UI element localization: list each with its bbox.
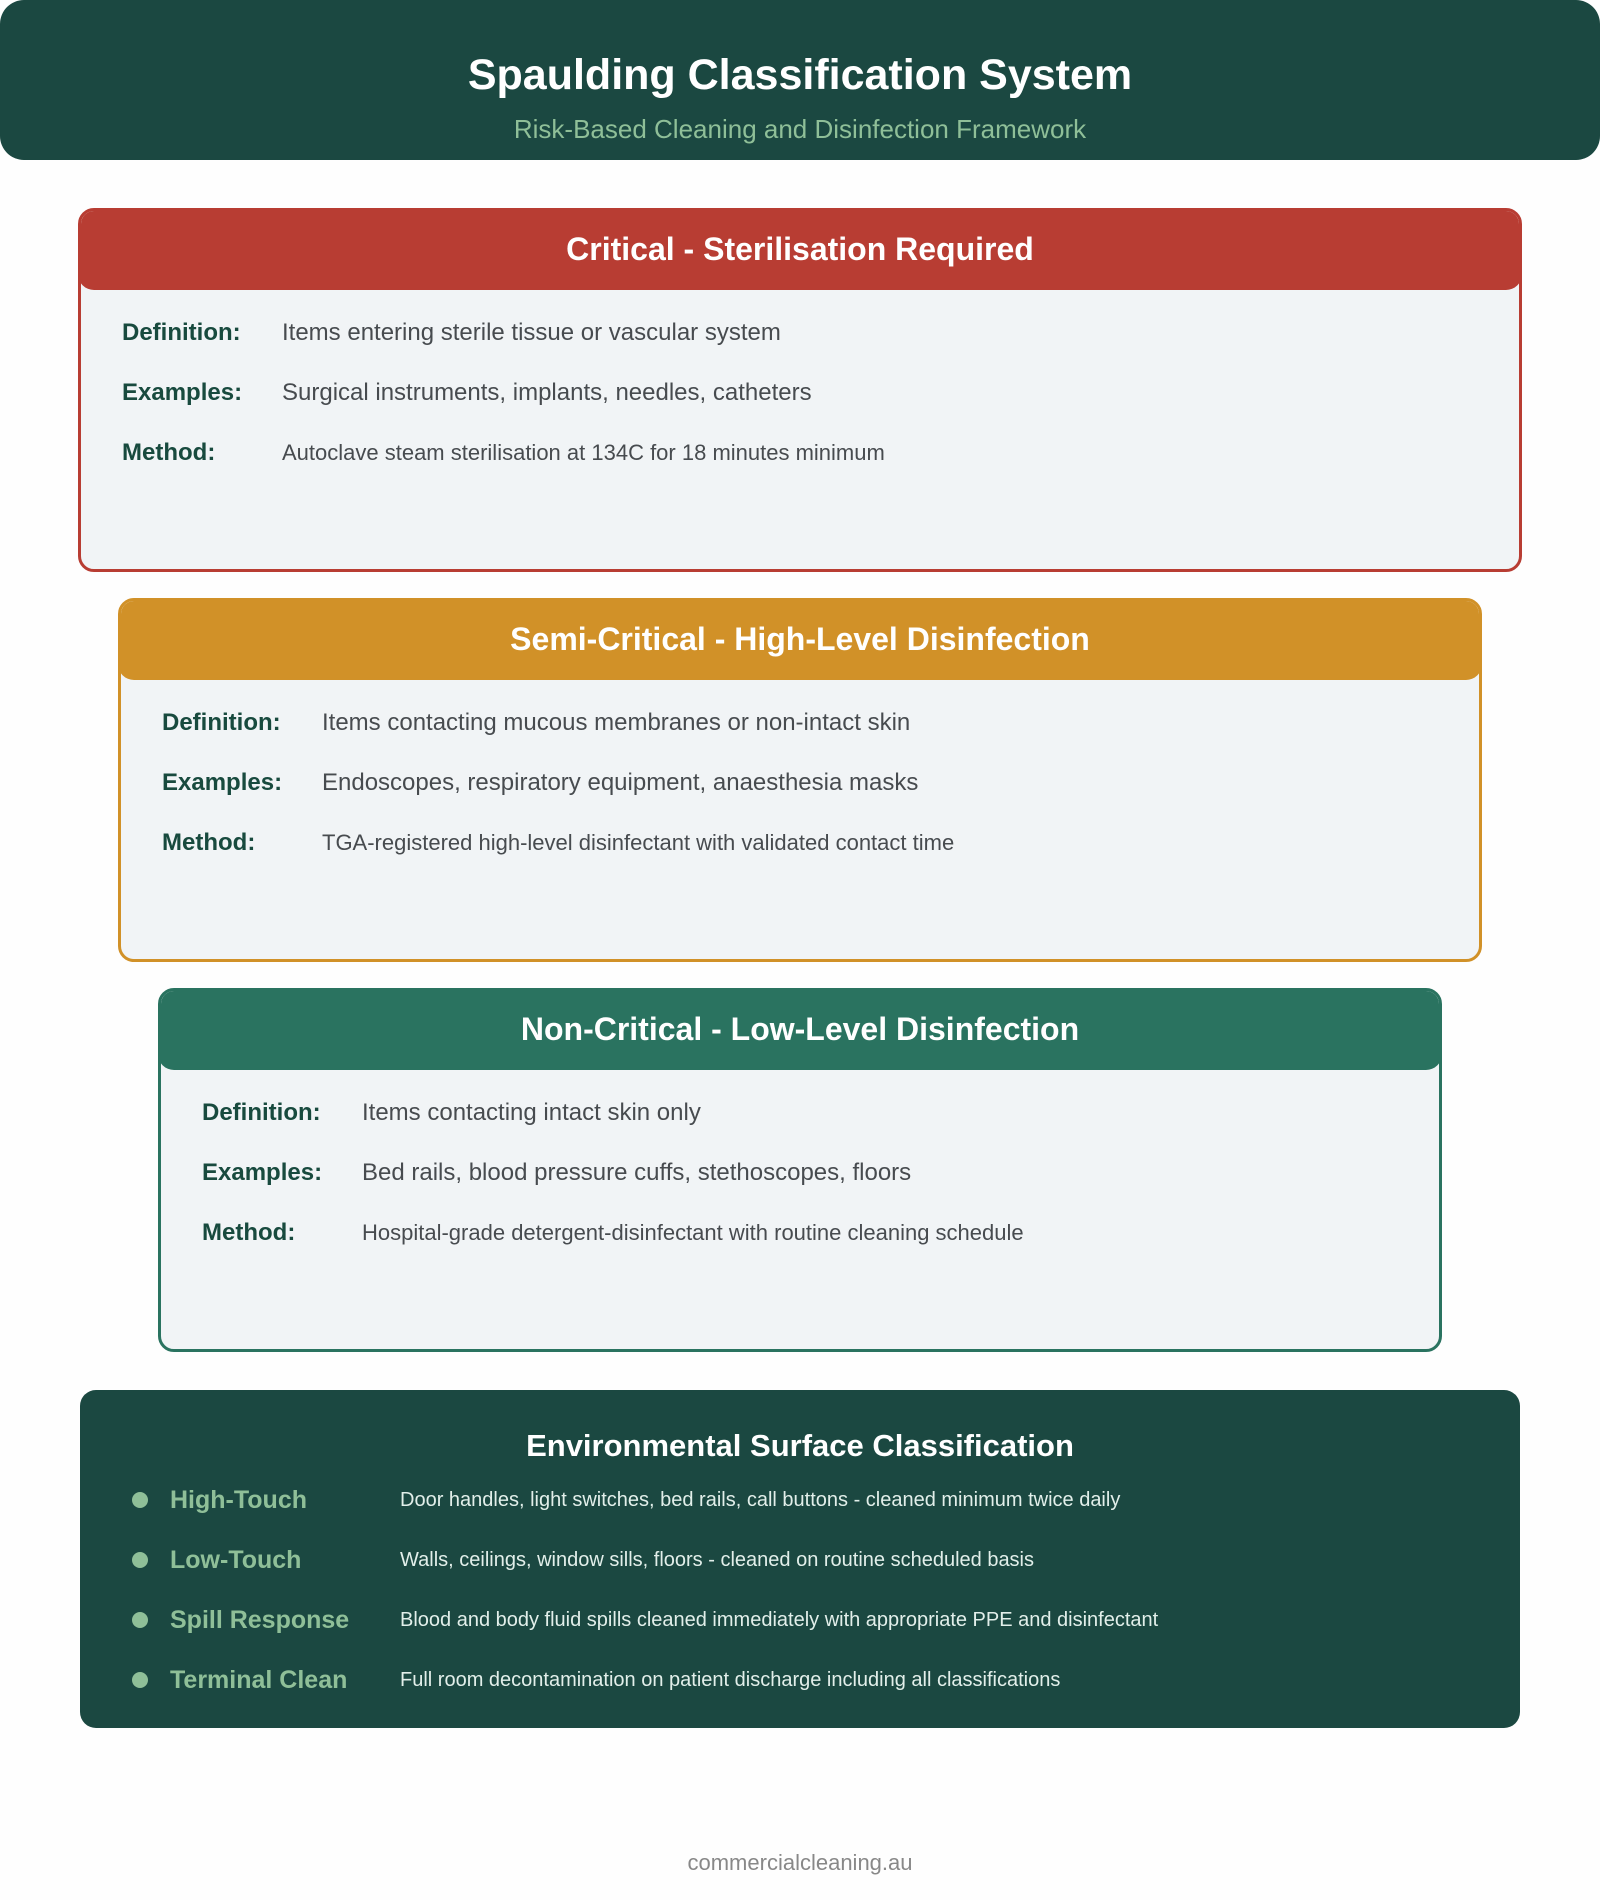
method-value: Autoclave steam sterilisation at 134C for 18 minutes minimum xyxy=(282,440,885,465)
definition-row xyxy=(202,1093,701,1133)
tier-card-critical xyxy=(78,208,1522,572)
item-description: Walls, ceilings, window sills, floors - cleaned on routine scheduled basis xyxy=(400,1548,1035,1571)
definition-value: Items entering sterile tissue or vascular system xyxy=(282,319,781,346)
item-description: Blood and body fluid spills cleaned immediately with appropriate PPE and disinfectant xyxy=(400,1608,1159,1631)
item-label: High-Touch xyxy=(170,1485,307,1514)
examples-value: Bed rails, blood pressure cuffs, stethoscopes, floors xyxy=(362,1159,912,1186)
tier-title: Non-Critical - Low-Level Disinfection xyxy=(158,988,1442,1070)
item-label: Low-Touch xyxy=(170,1545,302,1574)
examples-label: Examples: xyxy=(122,379,243,406)
examples-value: Endoscopes, respiratory equipment, anaesthesia masks xyxy=(322,769,919,796)
method-value: Hospital-grade detergent-disinfectant with routine cleaning schedule xyxy=(362,1220,1024,1245)
footer-source: commercialcleaning.au xyxy=(687,1850,913,1875)
definition-label: Definition: xyxy=(162,709,281,736)
examples-value: Surgical instruments, implants, needles, catheters xyxy=(282,379,812,406)
item-description: Door handles, light switches, bed rails, call buttons - cleaned minimum twice daily xyxy=(400,1488,1121,1511)
page-subtitle: Risk-Based Cleaning and Disinfection Framework xyxy=(513,114,1087,144)
environmental-surface-panel xyxy=(80,1390,1520,1728)
definition-value: Items contacting intact skin only xyxy=(362,1099,701,1126)
examples-label: Examples: xyxy=(202,1159,323,1186)
method-label: Method: xyxy=(202,1219,296,1246)
examples-row xyxy=(162,763,918,803)
tier-card-semi-critical xyxy=(118,598,1482,962)
method-value: TGA-registered high-level disinfectant with validated contact time xyxy=(322,830,955,855)
examples-row xyxy=(202,1153,911,1193)
list-item xyxy=(80,1660,1520,1700)
list-item xyxy=(80,1480,1520,1520)
list-item xyxy=(80,1600,1520,1640)
tier-card-non-critical xyxy=(158,988,1442,1352)
bullet-dot-icon xyxy=(132,1552,148,1568)
bullet-dot-icon xyxy=(132,1612,148,1628)
method-label: Method: xyxy=(122,439,216,466)
tier-title: Critical - Sterilisation Required xyxy=(78,208,1522,290)
bullet-dot-icon xyxy=(132,1492,148,1508)
tier-title: Semi-Critical - High-Level Disinfection xyxy=(118,598,1482,680)
bullet-dot-icon xyxy=(132,1672,148,1688)
definition-row xyxy=(162,703,910,743)
definition-label: Definition: xyxy=(202,1099,321,1126)
definition-value: Items contacting mucous membranes or non-intact skin xyxy=(322,709,911,736)
examples-label: Examples: xyxy=(162,769,283,796)
method-row xyxy=(162,823,954,863)
method-row xyxy=(202,1213,1024,1253)
definition-row xyxy=(122,313,781,353)
environmental-title: Environmental Surface Classification xyxy=(526,1428,1074,1463)
page-header xyxy=(0,0,1600,160)
definition-label: Definition: xyxy=(122,319,241,346)
method-label: Method: xyxy=(162,829,256,856)
page-title: Spaulding Classification System xyxy=(467,51,1133,99)
item-label: Terminal Clean xyxy=(170,1665,348,1694)
item-label: Spill Response xyxy=(170,1605,350,1634)
item-description: Full room decontamination on patient discharge including all classifications xyxy=(400,1668,1061,1691)
examples-row xyxy=(122,373,812,413)
method-row xyxy=(122,433,885,473)
list-item xyxy=(80,1540,1520,1580)
